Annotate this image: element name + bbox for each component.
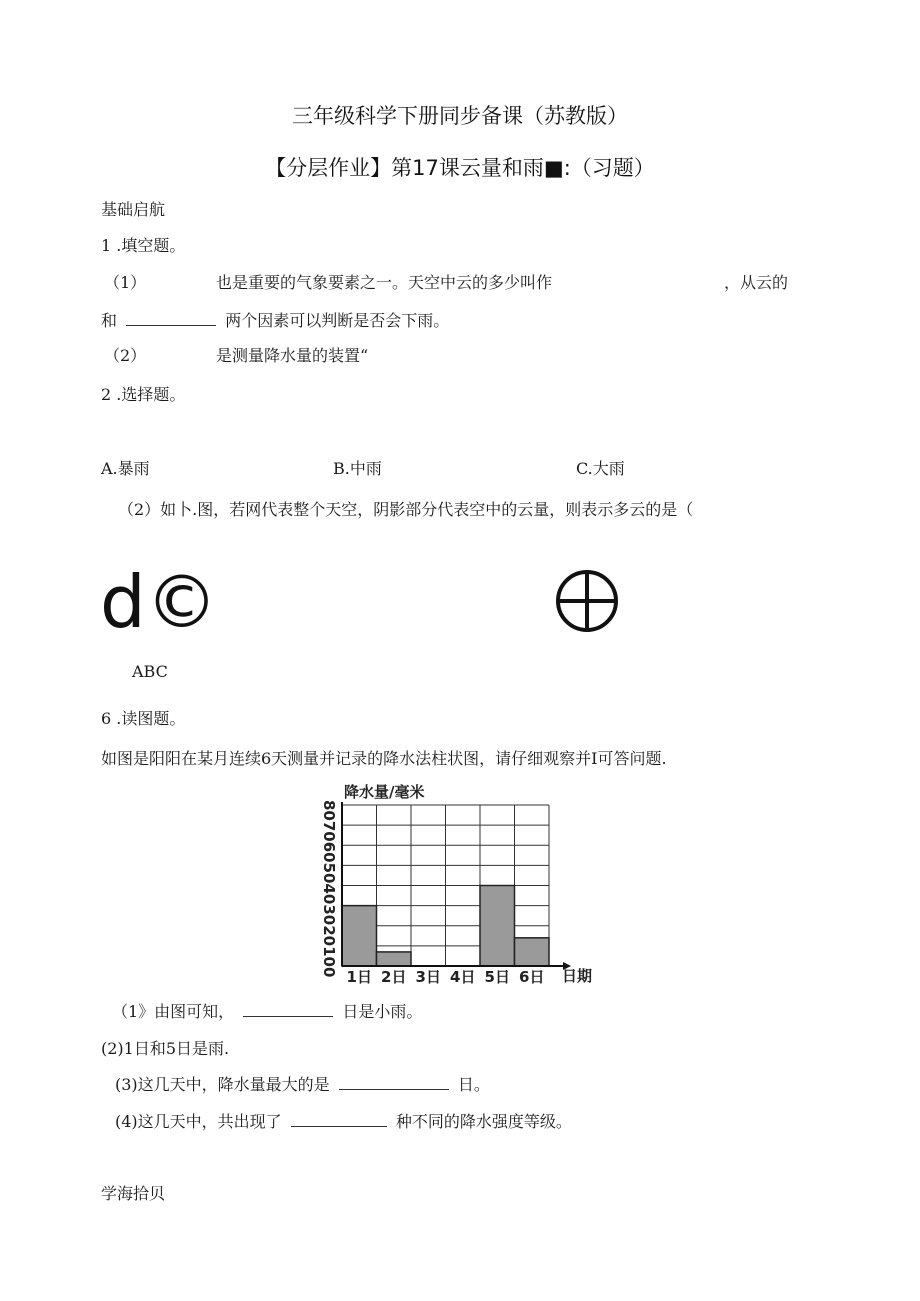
q6-intro: 如图是阳阳在某月连续6天测量并记录的降水法柱状图，请仔细观察并I可答问题.: [101, 749, 667, 768]
q6-q3-tail: 日。: [457, 1075, 490, 1094]
footer-text: 学海拾贝: [101, 1184, 166, 1203]
q1-heading: 1 .填空题。: [101, 236, 186, 255]
x-tick-label: 6日: [519, 968, 545, 986]
answer-blank[interactable]: [243, 1002, 333, 1017]
bar-2日: [377, 952, 412, 966]
cloud-symbols-a-b: d©: [100, 560, 218, 644]
q1-cont-lead: 和: [101, 311, 118, 330]
q6-q2: (2)1日和5日是雨.: [101, 1039, 230, 1058]
q6-q4-text: (4)这几天中，共出现了: [115, 1112, 282, 1131]
q6-q4-tail: 种不同的降水强度等级。: [395, 1112, 572, 1131]
q1-p1-number: （1）: [104, 273, 147, 292]
cloud-symbol-c-icon: [552, 568, 622, 634]
answer-blank[interactable]: [291, 1112, 387, 1127]
q6-q1-tail: 日是小雨。: [342, 1002, 423, 1021]
option-a[interactable]: A.暴雨: [101, 459, 150, 478]
option-labels: ABC: [132, 662, 168, 681]
q6-heading: 6 .读图题。: [101, 709, 186, 728]
bar-6日: [515, 938, 550, 966]
chart-x-tick-labels: [347, 968, 545, 986]
chart-x-label: 日期: [562, 967, 593, 985]
q2-sub2-text: （2）如卜.图，若网代表整个天空，阴影部分代表空中的云量，则表示多云的是（: [118, 500, 694, 519]
section-heading: 基础启航: [101, 200, 166, 219]
q1-p2-number: （2）: [104, 346, 147, 365]
q6-q3: [115, 1072, 490, 1095]
page-title: 三年级科学下册同步备课（苏教版）: [292, 104, 628, 128]
x-tick-label: 4日: [450, 968, 476, 986]
q1-p2-text: 是测量降水量的装置“: [216, 346, 369, 365]
page-subtitle: 【分层作业】第17课云量和雨■:（习题）: [265, 156, 655, 180]
x-tick-label: 2日: [381, 968, 407, 986]
q6-q3-text: (3)这几天中，降水量最大的是: [115, 1075, 330, 1094]
chart-y-tick-labels: 80706050403020100: [320, 800, 338, 978]
x-tick-label: 1日: [346, 968, 372, 986]
q1-p1-text: 也是重要的气象要素之一。天空中云的多少叫作: [216, 273, 553, 292]
bar-1日: [342, 906, 377, 966]
q1-p1-tail: ，从云的: [724, 273, 789, 292]
q1-p1-continuation: [101, 308, 449, 331]
q6-q4: [115, 1109, 572, 1132]
answer-blank[interactable]: [339, 1075, 449, 1090]
q1-cont-text: 两个因素可以判断是否会下雨。: [225, 311, 450, 330]
x-tick-label: 3日: [415, 968, 441, 986]
q6-q1: [112, 999, 422, 1022]
q2-heading: 2 .选择题。: [101, 385, 186, 404]
x-tick-label: 5日: [484, 968, 510, 986]
q6-q1-text: （1》由图可知，: [112, 1002, 235, 1021]
option-c[interactable]: C.大雨: [576, 459, 625, 478]
answer-blank[interactable]: [126, 311, 216, 326]
bar-5日: [480, 886, 515, 967]
precipitation-bar-chart: [315, 778, 600, 988]
chart-title: 降水量/毫米: [344, 783, 425, 801]
option-b[interactable]: B.中雨: [333, 459, 382, 478]
